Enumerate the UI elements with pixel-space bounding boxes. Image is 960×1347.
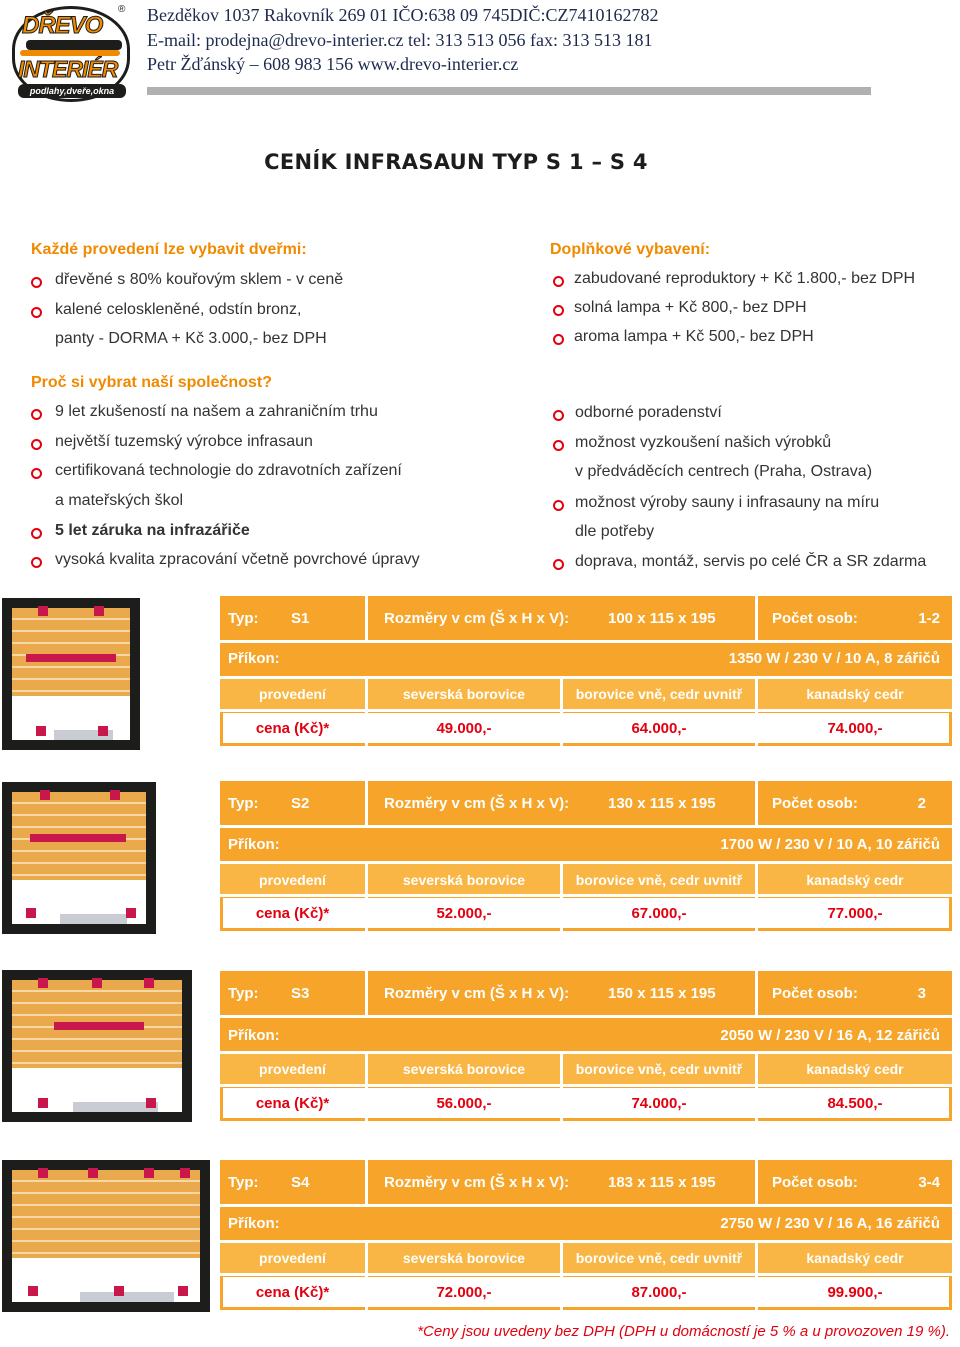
wood-pine-label: severská borovice	[402, 686, 526, 702]
extras-heading: Doplňkové vybavení:	[550, 241, 711, 258]
bullet-icon	[553, 276, 564, 287]
wood-cedar-label: kanadský cedr	[806, 686, 904, 702]
sauna-type: S4	[291, 1174, 310, 1191]
sauna-persons: 3-4	[918, 1174, 940, 1191]
bullet-icon	[31, 557, 42, 568]
price-pine: 52.000,-	[436, 905, 492, 922]
typ-label: Typ:	[228, 1174, 259, 1191]
header-person: Petr Žďánský – 608 983 156 www.drevo-interier.cz	[147, 54, 519, 74]
dims-label: Rozměry v cm (Š x H x V):	[384, 985, 570, 1002]
extras-item: zabudované reproduktory + Kč 1.800,- bez DPH	[574, 270, 916, 287]
doors-item: kalené celoskleněné, odstín bronz,	[55, 301, 302, 318]
sauna-persons: 1-2	[918, 610, 940, 627]
power-label: Příkon:	[228, 1027, 280, 1044]
bullet-icon	[553, 410, 564, 421]
registered-mark: ®	[118, 4, 126, 15]
sauna-s4-table	[220, 1160, 952, 1310]
price-label: cena (Kč)*	[255, 905, 330, 922]
sauna-s2-image	[2, 782, 156, 934]
sauna-type: S2	[291, 795, 310, 812]
why-item: možnost vyzkoušení našich výrobků	[575, 434, 832, 451]
sauna-power: 2050 W / 230 V / 16 A, 12 zářičů	[720, 1027, 940, 1044]
extras-item: solná lampa + Kč 800,- bez DPH	[574, 299, 807, 316]
sauna-s2-table	[220, 781, 952, 931]
dims-label: Rozměry v cm (Š x H x V):	[384, 795, 570, 812]
variant-label: provedení	[259, 872, 326, 888]
sauna-power: 2750 W / 230 V / 16 A, 16 zářičů	[720, 1215, 940, 1232]
bullet-icon	[553, 500, 564, 511]
wood-mixed-label: borovice vně, cedr uvnitř	[575, 686, 743, 702]
why-item: 5 let záruka na infrazářiče	[55, 522, 250, 539]
bullet-icon	[31, 439, 42, 450]
persons-label: Počet osob:	[772, 795, 858, 812]
sauna-type: S3	[291, 985, 310, 1002]
why-item: v předváděcích centrech (Praha, Ostrava)	[575, 463, 873, 480]
page-title: CENÍK INFRASAUN TYP S 1 – S 4	[264, 150, 648, 174]
sauna-power: 1700 W / 230 V / 10 A, 10 zářičů	[720, 836, 940, 853]
sauna-s3-table	[220, 971, 952, 1121]
variant-label: provedení	[259, 1061, 326, 1077]
bullet-icon	[553, 559, 564, 570]
price-cedar: 77.000,-	[827, 905, 883, 922]
why-heading: Proč si vybrat naší společnost?	[31, 374, 272, 391]
wood-cedar-label: kanadský cedr	[806, 1061, 904, 1077]
sauna-dims: 100 x 115 x 195	[608, 610, 716, 627]
why-item: a mateřských škol	[55, 492, 184, 509]
sauna-s1-table	[220, 596, 952, 746]
persons-label: Počet osob:	[772, 1174, 858, 1191]
price-mixed: 87.000,-	[631, 1284, 687, 1301]
why-item: doprava, montáž, servis po celé ČR a SR zdarma	[575, 553, 927, 570]
doors-item: panty - DORMA + Kč 3.000,- bez DPH	[55, 330, 327, 347]
price-label: cena (Kč)*	[255, 1284, 330, 1301]
variant-label: provedení	[259, 1250, 326, 1266]
price-pine: 72.000,-	[436, 1284, 492, 1301]
bullet-icon	[31, 528, 42, 539]
logo-tagline: podlahy,dveře,okna	[18, 84, 126, 98]
persons-label: Počet osob:	[772, 985, 858, 1002]
persons-label: Počet osob:	[772, 610, 858, 627]
wood-cedar-label: kanadský cedr	[806, 872, 904, 888]
doors-item: dřevěné s 80% kouřovým sklem - v ceně	[55, 271, 344, 288]
sauna-dims: 150 x 115 x 195	[608, 985, 716, 1002]
dims-label: Rozměry v cm (Š x H x V):	[384, 610, 570, 627]
bullet-icon	[553, 305, 564, 316]
typ-label: Typ:	[228, 795, 259, 812]
sauna-dims: 130 x 115 x 195	[608, 795, 716, 812]
why-item: možnost výroby sauny i infrasauny na míru	[575, 494, 880, 511]
wood-pine-label: severská borovice	[402, 1061, 526, 1077]
sauna-s4-image	[2, 1160, 210, 1312]
sauna-type: S1	[291, 610, 310, 627]
bullet-icon	[31, 468, 42, 479]
typ-label: Typ:	[228, 985, 259, 1002]
wood-mixed-label: borovice vně, cedr uvnitř	[575, 1250, 743, 1266]
price-mixed: 74.000,-	[631, 1095, 687, 1112]
price-mixed: 67.000,-	[631, 905, 687, 922]
price-pine: 49.000,-	[436, 720, 492, 737]
header-divider	[147, 87, 871, 95]
price-label: cena (Kč)*	[255, 720, 330, 737]
why-item: odborné poradenství	[575, 404, 722, 421]
price-label: cena (Kč)*	[255, 1095, 330, 1112]
price-cedar: 84.500,-	[827, 1095, 883, 1112]
sauna-persons: 3	[917, 985, 926, 1002]
power-label: Příkon:	[228, 836, 280, 853]
price-pine: 56.000,-	[436, 1095, 492, 1112]
wood-pine-label: severská borovice	[402, 1250, 526, 1266]
doors-heading: Každé provedení lze vybavit dveřmi:	[31, 241, 307, 258]
why-item: vysoká kvalita zpracování včetně povrchové úpravy	[55, 551, 420, 568]
sauna-power: 1350 W / 230 V / 10 A, 8 zářičů	[728, 650, 940, 667]
sauna-dims: 183 x 115 x 195	[608, 1174, 716, 1191]
bullet-icon	[553, 440, 564, 451]
power-label: Příkon:	[228, 1215, 280, 1232]
why-item: největší tuzemský výrobce infrasaun	[55, 433, 313, 450]
price-cedar: 99.900,-	[827, 1284, 883, 1301]
extras-item: aroma lampa + Kč 500,- bez DPH	[574, 328, 814, 345]
why-item: certifikovaná technologie do zdravotních zařízení	[55, 462, 402, 479]
bullet-icon	[31, 307, 42, 318]
sauna-persons: 2	[917, 795, 926, 812]
bullet-icon	[553, 334, 564, 345]
wood-mixed-label: borovice vně, cedr uvnitř	[575, 872, 743, 888]
wood-cedar-label: kanadský cedr	[806, 1250, 904, 1266]
power-label: Příkon:	[228, 650, 280, 667]
bullet-icon	[31, 409, 42, 420]
price-mixed: 64.000,-	[631, 720, 687, 737]
dims-label: Rozměry v cm (Š x H x V):	[384, 1174, 570, 1191]
typ-label: Typ:	[228, 610, 259, 627]
price-footnote: *Ceny jsou uvedeny bez DPH (DPH u domácností je 5 % a u provozoven 19 %).	[417, 1323, 950, 1340]
wood-pine-label: severská borovice	[402, 872, 526, 888]
price-cedar: 74.000,-	[827, 720, 883, 737]
header-address: Bezděkov 1037 Rakovník 269 01 IČO:638 09 745DIČ:CZ7410162782	[147, 5, 659, 25]
why-item: 9 let zkušeností na našem a zahraničním trhu	[55, 403, 378, 420]
logo-word-interier: INTERIÉR	[18, 56, 118, 82]
why-item: dle potřeby	[575, 523, 655, 540]
sauna-s3-image	[2, 970, 192, 1122]
company-logo	[10, 4, 130, 100]
wood-mixed-label: borovice vně, cedr uvnitř	[575, 1061, 743, 1077]
variant-label: provedení	[259, 686, 326, 702]
bullet-icon	[31, 277, 42, 288]
header-contact: E-mail: prodejna@drevo-interier.cz tel: 313 513 056 fax: 313 513 181	[147, 30, 653, 50]
logo-word-drevo: DŘEVO	[22, 12, 103, 39]
sauna-s1-image	[2, 598, 140, 750]
